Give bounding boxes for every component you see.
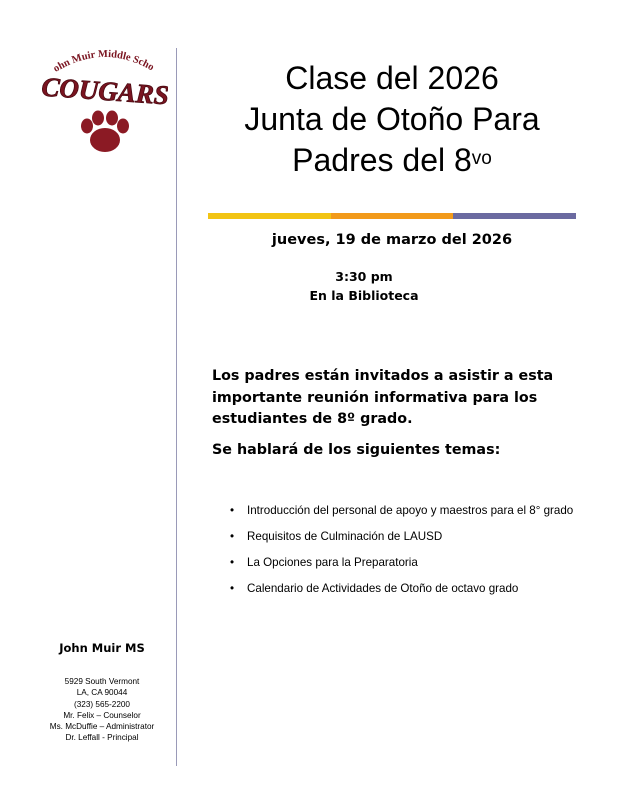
- title-line-3: [196, 140, 588, 181]
- staff-line: Dr. Leffall - Principal: [65, 733, 139, 743]
- staff-line: Mr. Felix – Counselor: [63, 710, 141, 720]
- topic-text: Requisitos de Culminación de LAUSD: [247, 530, 443, 543]
- bullet-icon: •: [230, 556, 235, 569]
- bullet-icon: •: [230, 504, 235, 517]
- topic-text: La Opciones para la Preparatoria: [247, 556, 418, 569]
- color-divider-bar: [208, 213, 576, 219]
- bullet-icon: •: [230, 582, 235, 595]
- list-item: [214, 580, 574, 597]
- title-line-1: Clase del 2026: [285, 60, 499, 96]
- color-bar-yellow: [208, 213, 331, 219]
- topic-text: Calendario de Actividades de Otoño de octavo grado: [247, 582, 519, 595]
- school-logo: [42, 44, 168, 166]
- title-superscript: vo: [471, 148, 492, 169]
- color-bar-orange: [331, 213, 454, 219]
- school-name: John Muir MS: [59, 641, 145, 655]
- page-title: [196, 58, 588, 181]
- vertical-divider: [176, 48, 177, 766]
- color-bar-purple: [453, 213, 576, 219]
- address-line: LA, CA 90044: [76, 688, 128, 698]
- staff-line: Ms. McDuffie – Administrator: [49, 722, 155, 732]
- title-line-3-text: Padres del 8: [292, 142, 472, 178]
- topic-text: Introducción del personal de apoyo y maestros para el 8° grado: [247, 504, 574, 517]
- list-item: [214, 528, 574, 545]
- logo-cougars-text: COUGARS: [42, 71, 168, 111]
- list-item: [214, 554, 574, 571]
- topics-heading: Se hablará de los siguientes temas:: [212, 442, 501, 458]
- cougars-logo-graphic: [42, 44, 168, 166]
- address-line: 5929 South Vermont: [64, 677, 140, 686]
- event-time: 3:30 pm: [335, 269, 393, 284]
- invitation-text: Los padres están invitados a asistir a esta importante reunión informativa para los estudiantes de 8º grado.: [212, 368, 554, 427]
- title-line-2: Junta de Otoño Para: [244, 101, 540, 137]
- topics-list: [214, 502, 574, 606]
- event-date: jueves, 19 de marzo del 2026: [271, 232, 513, 248]
- paw-print-icon: [81, 111, 129, 153]
- phone-line: (323) 565-2200: [74, 699, 130, 709]
- school-contact-block: [40, 676, 164, 744]
- bullet-icon: •: [230, 530, 235, 543]
- logo-arc-text: ohn Muir Middle Scho: [51, 48, 156, 75]
- event-time-location: [196, 267, 532, 305]
- event-location: En la Biblioteca: [309, 288, 419, 303]
- list-item: [214, 502, 574, 519]
